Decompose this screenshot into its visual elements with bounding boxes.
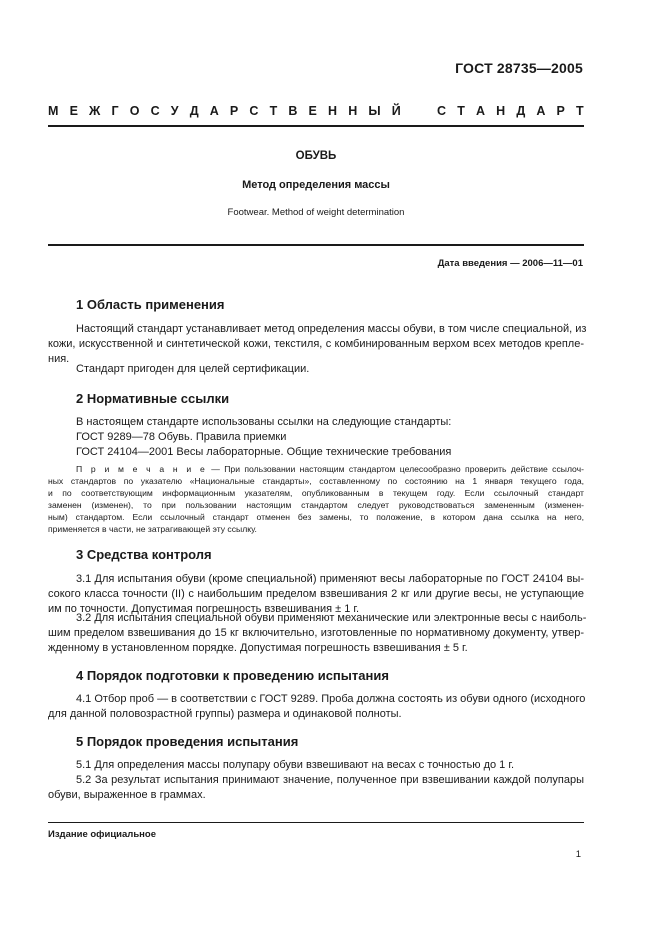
section-2-note	[48, 463, 584, 535]
banner-letter: Н	[496, 104, 506, 118]
banner-letter: М	[48, 104, 59, 118]
text-line: обуви, выраженное в граммах.	[48, 789, 206, 801]
banner-letter: Й	[391, 104, 401, 118]
banner-letter: Т	[576, 104, 584, 118]
official-edition-label: Издание официальное	[48, 829, 156, 840]
banner-letter: Д	[189, 104, 199, 118]
text-line: сокого класса точности (II) с наибольшим пределом взвешивания 2 кг или другие весы, не уступающие	[48, 588, 584, 600]
banner-letter: Е	[308, 104, 317, 118]
banner-letter: Т	[269, 104, 278, 118]
section-5-heading: 5 Порядок проведения испытания	[76, 734, 299, 749]
banner-letter: О	[129, 104, 140, 118]
note-line: применяется в части, не затрагивающей эту ссылку.	[48, 524, 257, 534]
section-4-heading: 4 Порядок подготовки к проведению испытания	[76, 668, 389, 683]
banner-letter: С	[150, 104, 160, 118]
banner-letter: В	[288, 104, 298, 118]
note-label: П р и м е ч а н и е	[76, 464, 207, 474]
text-line: им по точности. Допустимая погрешность взвешивания ± 1 г.	[48, 603, 360, 615]
note-line: и по соответствующим информационным указателям, опубликованным в текущем году. Если ссылочный стандарт	[48, 488, 584, 498]
gost-number: ГОСТ 28735—2005	[455, 60, 583, 76]
top-divider	[48, 125, 584, 127]
banner-letter: Н	[348, 104, 358, 118]
reference-gost-9289: ГОСТ 9289—78 Обувь. Правила приемки	[76, 431, 287, 443]
banner-letter: А	[536, 104, 546, 118]
section-3-heading: 3 Средства контроля	[76, 547, 212, 562]
text-line: 5.2 За результат испытания принимают значение, полученное при взвешивании каждой полупары	[76, 774, 584, 786]
document-title: ОБУВЬ	[295, 150, 337, 162]
banner-letter: С	[437, 104, 447, 118]
banner-letter: С	[249, 104, 259, 118]
text-line: для данной половозрастной группы) размера и одинаковой полноты.	[48, 708, 402, 720]
text-line: В настоящем стандарте использованы ссылки на следующие стандарты:	[76, 416, 452, 428]
banner-letter: Т	[457, 104, 465, 118]
text-line: 4.1 Отбор проб — в соответствии с ГОСТ 9289. Проба должна состоять из обуви одного (исходного	[76, 693, 586, 705]
section-5-paragraph-2	[48, 773, 584, 803]
banner-letter: Н	[328, 104, 338, 118]
section-2-heading: 2 Нормативные ссылки	[76, 391, 230, 406]
text-line: шим пределом взвешивания до 15 кг включительно, изготовленные по нормативному документу, утвер-	[48, 627, 584, 639]
text-line: 3.1 Для испытания обуви (кроме специальной) применяют весы лабораторные по ГОСТ 24104 вы-	[76, 573, 584, 585]
banner-letter: А	[209, 104, 219, 118]
note-line: ных стандартов по указателю «Национальные стандарты», составленному по состоянию на 1 января текущего года,	[48, 476, 584, 486]
title-divider	[48, 244, 584, 246]
introduction-date: Дата введения — 2006—11—01	[437, 258, 583, 269]
section-4-paragraph-1	[48, 692, 584, 722]
page-number: 1	[575, 849, 581, 860]
text-line: жденному в установленном порядке. Допустимая погрешность взвешивания ± 5 г.	[48, 642, 468, 654]
text-line: Стандарт пригоден для целей сертификации.	[76, 363, 310, 375]
section-1-heading: 1 Область применения	[76, 297, 225, 312]
banner-word-gap	[412, 104, 426, 118]
document-subtitle: Метод определения массы	[242, 179, 390, 191]
banner-letter: Г	[111, 104, 119, 118]
text-line: Настоящий стандарт устанавливает метод определения массы обуви, в том числе специальной, из	[76, 323, 587, 335]
note-line	[48, 463, 584, 475]
text-line: 3.2 Для испытания специальной обуви применяют механические или электронные весы с наиболь-	[76, 612, 587, 624]
banner-letter: Ы	[368, 104, 381, 118]
section-2-references	[48, 415, 584, 460]
section-1-paragraph-2	[48, 362, 584, 377]
text-line: ния.	[48, 353, 70, 365]
section-1-paragraph-1	[48, 322, 587, 367]
banner-letter: Д	[516, 104, 526, 118]
interstate-standard-banner	[48, 104, 584, 118]
section-5-paragraph-1	[48, 758, 584, 773]
section-3-paragraph-2	[48, 611, 587, 656]
banner-letter: Е	[69, 104, 78, 118]
note-line: заменен (изменен), то при пользовании настоящим стандартом следует руководствоваться замененным (изменен-	[48, 500, 584, 510]
banner-letter: Ж	[89, 104, 101, 118]
reference-gost-24104: ГОСТ 24104—2001 Весы лабораторные. Общие технические требования	[76, 446, 452, 458]
footer-divider	[48, 822, 584, 823]
note-text: — При пользовании настоящим стандартом целесообразно проверить действие ссылоч-	[206, 464, 584, 474]
text-line: 5.1 Для определения массы полупару обуви взвешивают на весах с точностью до 1 г.	[76, 759, 515, 771]
banner-letter: У	[170, 104, 179, 118]
note-line: ным) стандартом. Если ссылочный стандарт отменен без замены, то положение, в котором дана ссылка на него,	[48, 512, 584, 522]
document-english-title: Footwear. Method of weight determination	[227, 207, 405, 218]
banner-letter: Р	[556, 104, 565, 118]
banner-letter: А	[475, 104, 485, 118]
text-line: кожи, искусственной и синтетической кожи, текстиля, с комбинированным верхом всех методов крепле-	[48, 338, 584, 350]
banner-letter: Р	[229, 104, 239, 118]
